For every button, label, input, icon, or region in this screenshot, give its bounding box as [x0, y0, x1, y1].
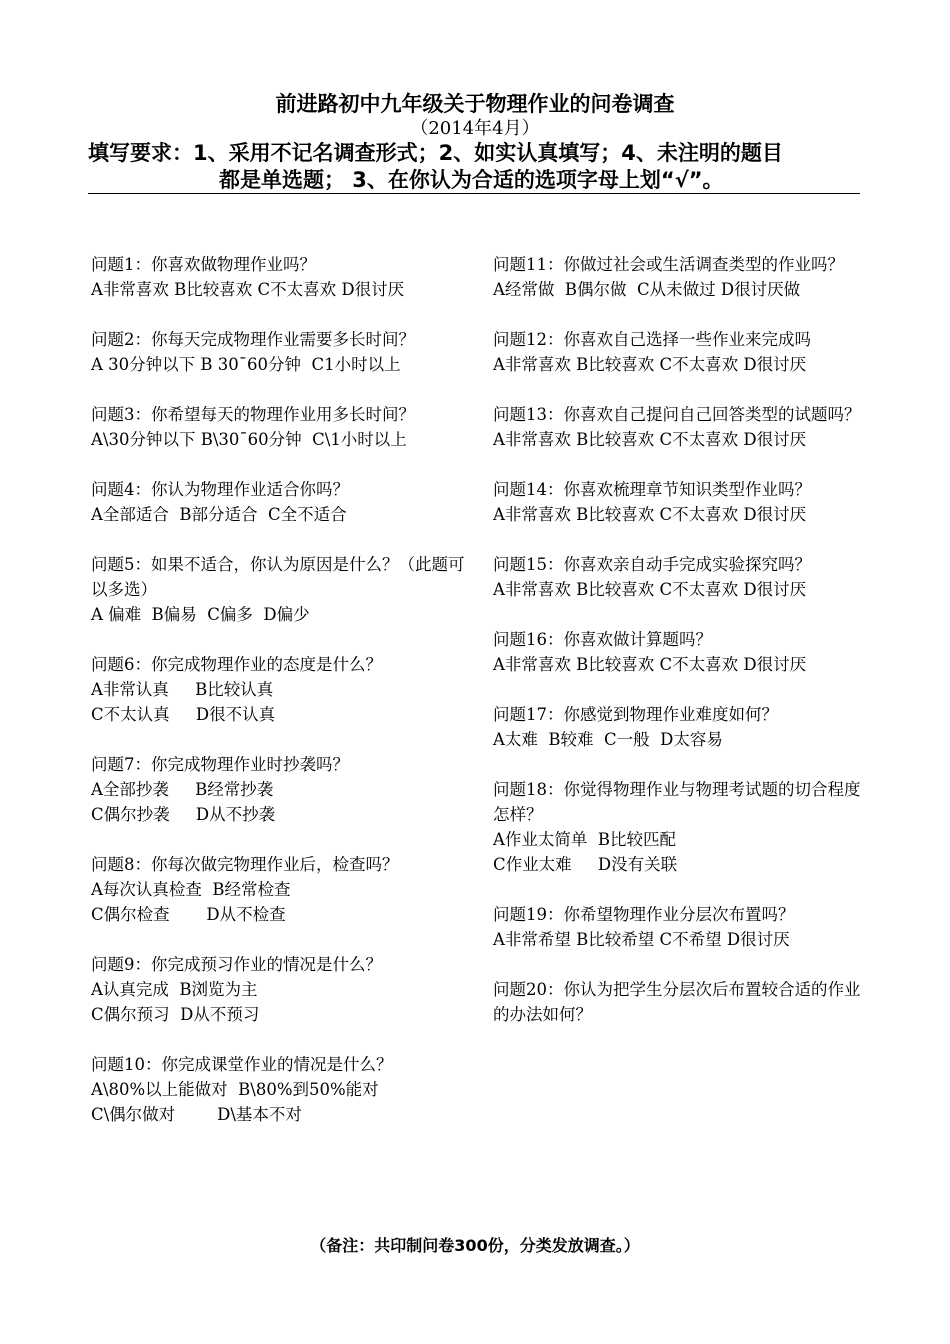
- question-block: [91, 477, 471, 527]
- answer-options[interactable]: A非常喜欢 B比较喜欢 C不太喜欢 D很讨厌: [493, 580, 807, 599]
- answer-options[interactable]: A经常做 B偶尔做 C从未做过 D很讨厌做: [493, 280, 801, 299]
- answer-options[interactable]: C偶尔检查 D从不检查: [91, 905, 286, 924]
- answer-options[interactable]: A非常喜欢 B比较喜欢 C不太喜欢 D很讨厌: [493, 430, 807, 449]
- header-divider: [88, 193, 860, 194]
- question-text: 问题20：你认为把学生分层次后布置较合适的作业的办法如何？: [493, 980, 861, 1024]
- question-text: 问题16：你喜欢做计算题吗？: [493, 630, 712, 649]
- answer-options[interactable]: A全部适合 B部分适合 C全不适合: [91, 505, 347, 524]
- question-block: [493, 777, 865, 877]
- question-text: 问题14：你喜欢梳理章节知识类型作业吗？: [493, 480, 811, 499]
- answer-options[interactable]: C作业太难 D没有关联: [493, 855, 678, 874]
- question-block: [91, 652, 471, 727]
- answer-options[interactable]: A作业太简单 B比较匹配: [493, 830, 677, 849]
- question-text: 问题15：你喜欢亲自动手完成实验探究吗？: [493, 555, 811, 574]
- survey-date: （2014年4月）: [410, 118, 540, 139]
- question-text: 问题9：你完成预习作业的情况是什么？: [91, 955, 382, 974]
- page-title: 前进路初中九年级关于物理作业的问卷调查: [275, 92, 675, 116]
- question-block: [91, 327, 471, 377]
- question-text: 问题8：你每次做完物理作业后，检查吗？: [91, 855, 399, 874]
- answer-options[interactable]: A认真完成 B浏览为主: [91, 980, 258, 999]
- question-text: 问题5：如果不适合，你认为原因是什么？（此题可以多选）: [91, 555, 465, 599]
- requirements-line-1: 填写要求：1、采用不记名调查形式；2、如实认真填写；4、未注明的题目: [88, 141, 783, 165]
- question-text: 问题13：你喜欢自己提问自己回答类型的试题吗？: [493, 405, 861, 424]
- answer-options[interactable]: A全部抄袭 B经常抄袭: [91, 780, 274, 799]
- question-text: 问题2：你每天完成物理作业需要多长时间？: [91, 330, 415, 349]
- answer-options[interactable]: A非常喜欢 B比较喜欢 C不太喜欢 D很讨厌: [493, 505, 807, 524]
- question-block: [91, 252, 471, 302]
- answer-options[interactable]: A太难 B较难 C一般 D太容易: [493, 730, 723, 749]
- question-text: 问题3：你希望每天的物理作业用多长时间？: [91, 405, 415, 424]
- answer-options[interactable]: A 偏难 B偏易 C偏多 D偏少: [91, 605, 310, 624]
- question-block: [493, 402, 865, 452]
- question-text: 问题18：你觉得物理作业与物理考试题的切合程度怎样？: [493, 780, 861, 824]
- question-block: [91, 752, 471, 827]
- answer-options[interactable]: C偶尔预习 D从不预习: [91, 1005, 260, 1024]
- answer-options[interactable]: A\30分钟以下 B\30¯60分钟 C\1小时以上: [91, 430, 407, 449]
- footer-note: （备注：共印制问卷300份，分类发放调查。）: [310, 1236, 640, 1255]
- answer-options[interactable]: C不太认真 D很不认真: [91, 705, 276, 724]
- question-block: [493, 902, 865, 952]
- answer-options[interactable]: A非常希望 B比较希望 C不希望 D很讨厌: [493, 930, 790, 949]
- question-block: [91, 552, 471, 627]
- question-block: [91, 852, 471, 927]
- question-block: [91, 1052, 471, 1127]
- answer-options[interactable]: A非常喜欢 B比较喜欢 C不太喜欢 D很讨厌: [493, 355, 807, 374]
- question-text: 问题17：你感觉到物理作业难度如何？: [493, 705, 778, 724]
- question-text: 问题4：你认为物理作业适合你吗？: [91, 480, 349, 499]
- answer-options[interactable]: C偶尔抄袭 D从不抄袭: [91, 805, 276, 824]
- answer-options[interactable]: A每次认真检查 B经常检查: [91, 880, 291, 899]
- answer-options[interactable]: A非常喜欢 B比较喜欢 C不太喜欢 D很讨厌: [493, 655, 807, 674]
- question-text: 问题10：你完成课堂作业的情况是什么？: [91, 1055, 393, 1074]
- question-text: 问题1：你喜欢做物理作业吗？: [91, 255, 316, 274]
- left-question-column: [91, 252, 471, 1152]
- right-question-column: [493, 252, 865, 1052]
- requirements-line-2: 都是单选题； 3、在你认为合适的选项字母上划“√”。: [219, 168, 724, 192]
- answer-options[interactable]: A非常喜欢 B比较喜欢 C不太喜欢 D很讨厌: [91, 280, 405, 299]
- question-block: [493, 627, 865, 677]
- question-block: [493, 252, 865, 302]
- question-text: 问题19：你希望物理作业分层次布置吗？: [493, 905, 795, 924]
- answer-options[interactable]: A非常认真 B比较认真: [91, 680, 274, 699]
- question-text: 问题6：你完成物理作业的态度是什么？: [91, 655, 382, 674]
- answer-options[interactable]: A\80%以上能做对 B\80%到50%能对: [91, 1080, 379, 1099]
- question-block: [493, 702, 865, 752]
- question-block: [493, 552, 865, 602]
- question-block: [493, 327, 865, 377]
- question-text: 问题11：你做过社会或生活调查类型的作业吗？: [493, 255, 844, 274]
- question-text: 问题12：你喜欢自己选择一些作业来完成吗: [493, 330, 811, 349]
- question-block: [91, 952, 471, 1027]
- question-block: [493, 477, 865, 527]
- question-block: [91, 402, 471, 452]
- question-text: 问题7：你完成物理作业时抄袭吗？: [91, 755, 349, 774]
- question-block: [493, 977, 865, 1027]
- answer-options[interactable]: A 30分钟以下 B 30¯60分钟 C1小时以上: [91, 355, 401, 374]
- answer-options[interactable]: C\偶尔做对 D\基本不对: [91, 1105, 302, 1124]
